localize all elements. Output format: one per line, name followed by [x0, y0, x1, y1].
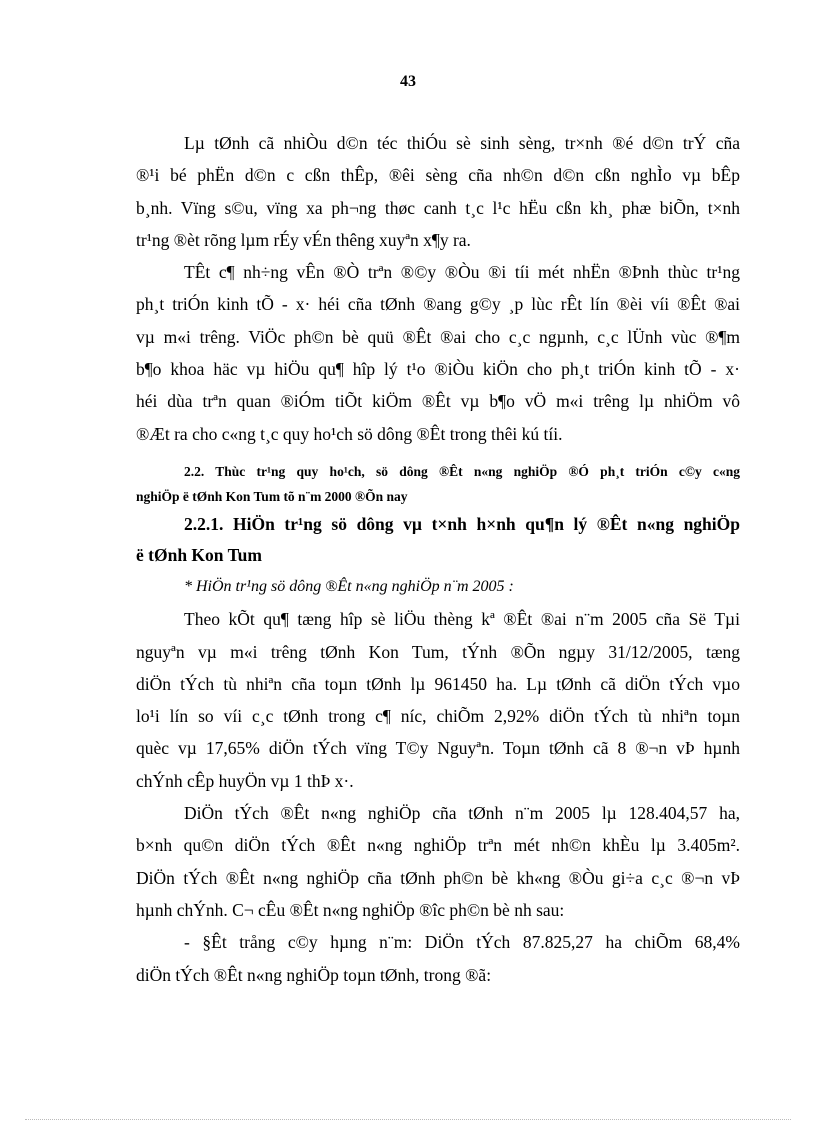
section-heading-2-2-1: ë tØnh Kon Tum	[136, 544, 262, 565]
paragraph-line: b¶o khoa häc vµ hiÖu qu¶ hîp lý t¹o ®iÒu kiÖn cho ph¸t triÓn kinh tÕ - x·	[136, 359, 740, 380]
document-body	[136, 127, 740, 991]
paragraph-line: ®¹i bé phËn d©n c cßn thÊp, ®êi sèng cña nh©n d©n cßn nghÌo vµ bÊp	[136, 165, 740, 186]
paragraph-line: quèc vµ 17,65% diÖn tÝch vïng T©y Nguyªn. Toµn tØnh cã 8 ®¬n vÞ hµnh	[136, 738, 740, 759]
paragraph-line: hµnh chÝnh. C¬ cÊu ®Êt n«ng nghiÖp ®îc ph©n bè nh sau:	[136, 899, 565, 920]
subheading: * HiÖn tr¹ng sö dông ®Êt n«ng nghiÖp n¨m 2005 :	[184, 577, 514, 595]
paragraph-line: DiÖn tÝch ®Êt n«ng nghiÖp cña tØnh n¨m 2005 lµ 128.404,57 ha,	[184, 803, 740, 824]
paragraph-line: diÖn tÝch ®Êt n«ng nghiÖp toµn tØnh, trong ®ã:	[136, 964, 492, 985]
paragraph-line: tr¹ng ®èt rõng lµm rÉy vÉn thêng xuyªn x¶y ra.	[136, 229, 471, 250]
section-heading-2-2: 2.2. Thùc tr¹ng quy ho¹ch, sö dông ®Êt n«ng nghiÖp ®Ó ph¸t triÓn c©y c«ng	[184, 463, 740, 479]
section-heading-2-2: nghiÖp ë tØnh Kon Tum tõ n¨m 2000 ®Õn nay	[136, 488, 408, 504]
paragraph-line: b×nh qu©n diÖn tÝch ®Êt n«ng nghiÖp trªn mét nh©n khÈu lµ 3.405m².	[136, 835, 740, 856]
page-number: 43	[400, 73, 416, 90]
paragraph-line: ph¸t triÓn kinh tÕ - x· héi cña tØnh ®ang g©y ¸p lùc rÊt lín ®èi víi ®Êt ®ai	[136, 294, 740, 315]
paragraph-line: vµ m«i trêng. ViÖc ph©n bè quü ®Êt ®ai cho c¸c ngµnh, c¸c lÜnh vùc ®¶m	[136, 326, 740, 347]
section-heading-2-2-1: 2.2.1. HiÖn tr¹ng sö dông vµ t×nh h×nh qu¶n lý ®Êt n«ng nghiÖp	[184, 513, 740, 534]
paragraph-line: - §Êt trång c©y hµng n¨m: DiÖn tÝch 87.825,27 ha chiÕm 68,4%	[184, 932, 740, 953]
paragraph-line: DiÖn tÝch ®Êt n«ng nghiÖp cña tØnh ph©n bè kh«ng ®Òu gi÷a c¸c ®¬n vÞ	[136, 867, 740, 888]
paragraph-line: ®Æt ra cho c«ng t¸c quy ho¹ch sö dông ®Êt trong thêi kú tíi.	[136, 423, 563, 444]
paragraph-line: b¸nh. Vïng s©u, vïng xa ph¬ng thøc canh t¸c l¹c hËu cßn kh¸ phæ biÕn, t×nh	[136, 197, 740, 218]
paragraph-line: héi dùa trªn quan ®iÓm tiÕt kiÖm ®Êt vµ b¶o vÖ m«i trêng lµ nhiÖm vô	[136, 391, 740, 412]
paragraph-line: Theo kÕt qu¶ tæng hîp sè liÖu thèng kª ®Êt ®ai n¨m 2005 cña Së Tµi	[184, 609, 740, 630]
paragraph-line: lo¹i lín so víi c¸c tØnh trong c¶ níc, chiÕm 2,92% diÖn tÝch tù nhiªn toµn	[136, 706, 740, 727]
paragraph-line: TÊt c¶ nh÷ng vÊn ®Ò trªn ®©y ®Òu ®i tíi mét nhËn ®Þnh thùc tr¹ng	[184, 262, 740, 283]
paragraph-line: chÝnh cÊp huyÖn vµ 1 thÞ x·.	[136, 770, 354, 791]
paragraph-line: nguyªn vµ m«i trêng tØnh Kon Tum, tÝnh ®Õn ngµy 31/12/2005, tæng	[136, 641, 740, 662]
paragraph-line: diÖn tÝch tù nhiªn cña toµn tØnh lµ 961450 ha. Lµ tØnh cã diÖn tÝch vµo	[136, 673, 740, 694]
page-bottom-rule	[25, 1119, 791, 1120]
paragraph-line: Lµ tØnh cã nhiÒu d©n téc thiÓu sè sinh sèng, tr×nh ®é d©n trÝ cña	[184, 133, 740, 153]
